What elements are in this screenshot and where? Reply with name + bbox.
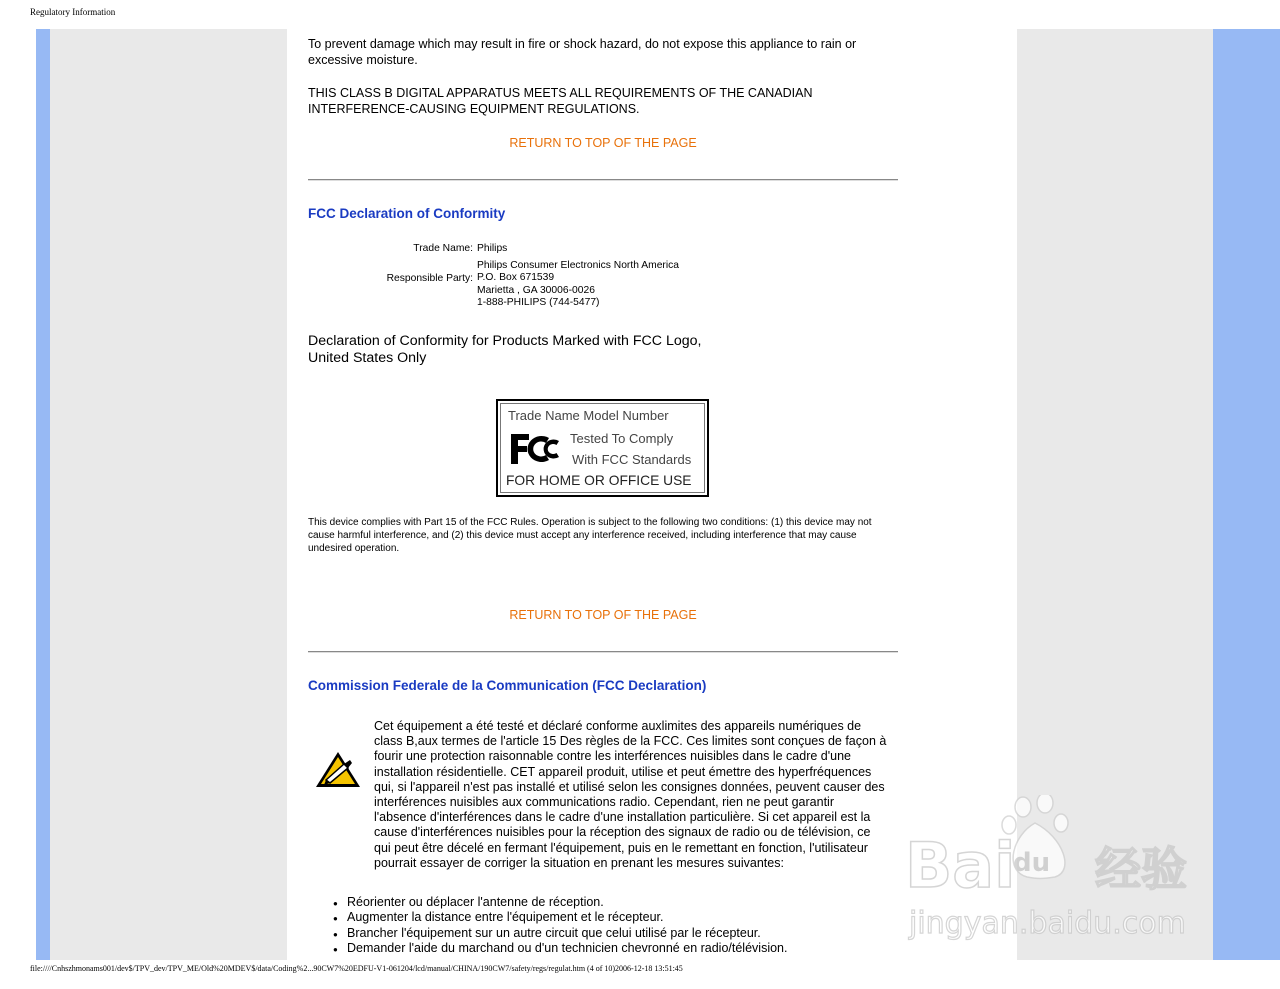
left-gray-margin [50, 29, 287, 960]
responsible-party-line: Marietta , GA 30006-0026 [477, 284, 595, 296]
list-item: ● Demander l'aide du marchand ou d'un technicien chevronné en radio/télévision. [333, 941, 787, 956]
declaration-line: United States Only [308, 350, 427, 366]
french-fcc-heading: Commission Federale de la Communication (FCC Declaration) [308, 678, 707, 693]
list-item: ● Augmenter la distance entre l'équipement et le récepteur. [333, 910, 787, 925]
fcc-box-line: Trade Name Model Number [508, 408, 669, 423]
fcc-box-line: With FCC Standards [572, 452, 692, 467]
canadian-statement: THIS CLASS B DIGITAL APPARATUS MEETS ALL REQUIREMENTS OF THE CANADIAN INTERFERENCE-CAUSING EQUIPMENT REGULATIONS. [308, 86, 813, 116]
french-body-text: Cet équipement a été testé et déclaré conforme auxlimites des appareils numériques de class B,aux termes de l'article 15 Des règles de la FCC. Ces limites sont conçues de façon à fourir une protection raisonnable contre les interférences nuisibles dans le cadre d'une installation résidentielle. CET appareil produit, utilise et peut émettre des hyperfréquences qui, si l'appareil n'est pas installé et utilisé selon les consignes données, peuvent causer des interférences nuisibles aux communications radio. Cependant, rien ne peut garantir l'absence d'interférences dans le cadre d'une installation particulière. Si cet appareil est la cause d'interférences nuisibles pour la réception des signaux de radio ou de télévision, ce qui peut être décelé en fermant l'équipement, puis en le remettant en fonction, l'utilisateur pourrait essayer de corriger la situation en prenant les mesures suivantes: [374, 719, 887, 870]
french-bullet-list [333, 895, 787, 956]
responsible-party-value [477, 260, 679, 310]
fcc-logo-box [496, 399, 709, 497]
compliance-text: This device complies with Part 15 of the FCC Rules. Operation is subject to the following two conditions: (1) this device may not cause harmful interference, and (2) this device must accept any interference received, including interference that may cause undesired operation. [308, 517, 872, 554]
fcc-logo-icon [509, 430, 561, 468]
watermark-brand-du: du [1013, 848, 1051, 878]
footer-file-path: file:////Cnhszhmonams001/dev$/TPV_dev/TPV_ME/Old%20MDEV$/data/Coding%2...90CW7%20EDFU-V1-061204/lcd/manual/CHINA/190CW7/safety/regs/regulat.htm (4 of 10)2006-12-18 13:51:45 [30, 964, 683, 973]
trade-name-value: Philips [477, 243, 508, 254]
responsible-party-line: 1-888-PHILIPS (744-5477) [477, 297, 600, 309]
divider [308, 179, 898, 181]
right-blue-border [1213, 29, 1280, 960]
page-header-bar [0, 0, 1280, 28]
list-item: ● Réorienter ou déplacer l'antenne de réception. [333, 895, 787, 910]
trade-name-row [308, 243, 679, 256]
watermark-url: jingyan.baidu.com [909, 906, 1186, 941]
baidu-watermark-logo [905, 795, 1210, 945]
fcc-box-line: Tested To Comply [570, 431, 674, 446]
divider [308, 651, 898, 653]
fcc-heading: FCC Declaration of Conformity [308, 206, 506, 221]
return-to-top-link[interactable]: RETURN TO TOP OF THE PAGE [509, 608, 697, 622]
fcc-box-line: FOR HOME OR OFFICE USE [506, 473, 692, 488]
declaration-line: Declaration of Conformity for Products Marked with FCC Logo, [308, 333, 702, 349]
trade-name-label: Trade Name: [413, 243, 473, 254]
responsible-party-row [308, 260, 679, 310]
page-label: Regulatory Information [30, 7, 116, 17]
left-blue-border [36, 29, 50, 960]
list-item: ● Brancher l'équipement sur un autre circuit que celui utilisé par le récepteur. [333, 926, 787, 941]
responsible-party-line: P.O. Box 671539 [477, 272, 555, 284]
warning-note-icon [314, 750, 362, 790]
moisture-warning: To prevent damage which may result in fire or shock hazard, do not expose this appliance to rain or excessive moisture. [308, 37, 857, 67]
responsible-party-label: Responsible Party: [386, 272, 473, 284]
responsible-party-line: Philips Consumer Electronics North America [477, 259, 680, 271]
fcc-info-table [308, 243, 679, 310]
declaration-text [308, 333, 701, 367]
return-to-top-link[interactable]: RETURN TO TOP OF THE PAGE [509, 136, 697, 150]
watermark-brand-cn: 经验 [1095, 842, 1187, 896]
watermark-brand: Bai [905, 829, 1016, 902]
